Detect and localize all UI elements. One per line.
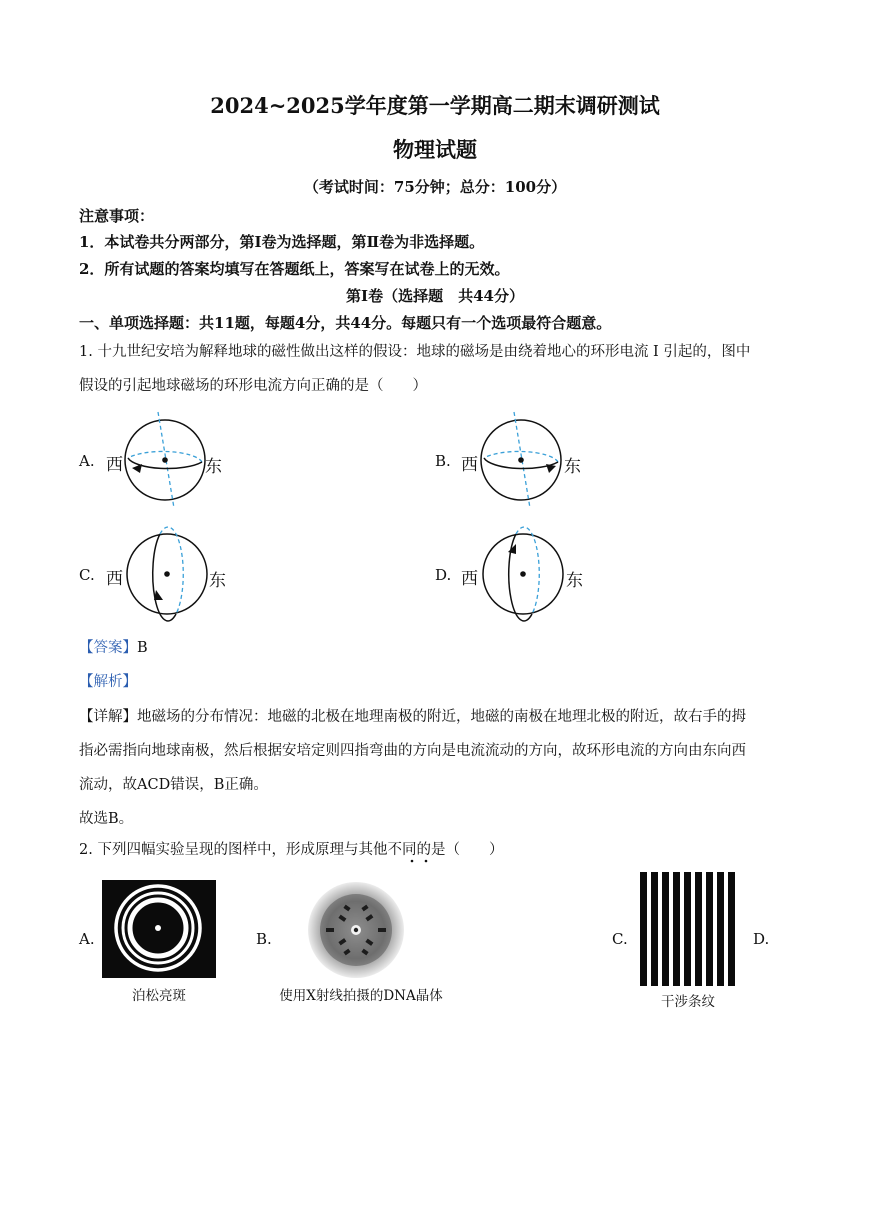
subject-title: 物理试题 [393,137,477,162]
notice-item-2: 2．所有试题的答案均填写在答题纸上，答案写在试卷上的无效。 [79,260,510,278]
q1-stem-line1: 1. 十九世纪安培为解释地球的磁性做出这样的假设：地球的磁场是由绕着地心的环形电流 I 引起的，图中 [79,344,751,360]
notice-item-1: 1．本试卷共分两部分，第Ⅰ卷为选择题，第Ⅱ卷为非选择题。 [79,233,485,251]
conclusion-line: 故选B。 [79,811,134,827]
q1-option-b-globe-diagram [476,410,566,510]
detail-line-2: 指必需指向地球南极，然后根据安培定则四指弯曲的方向是电流流动的方向，故环形电流的方向由东向西 [79,743,746,759]
q1-option-c-east: 东 [209,571,226,591]
detail-line-1 [79,707,746,727]
volume-heading: 第Ⅰ卷（选择题 共44分） [346,287,524,305]
q1-option-a-west: 西 [106,455,123,475]
q1-option-d-west: 西 [461,569,478,589]
q1-option-c-west: 西 [106,569,123,589]
section-instruction: 一、单项选择题：共11题，每题4分，共44分。每题只有一个选项最符合题意。 [79,314,612,332]
q1-option-a-globe-diagram [120,410,210,510]
q1-stem-line2: 假设的引起地球磁场的环形电流方向正确的是（ ） [79,378,427,394]
q2-stem: 2. 下列四幅实验呈现的图样中，形成原理与其他不同的是（ ） [79,842,504,858]
notice-heading: 注意事项： [79,207,155,225]
answer-value: B [137,640,148,656]
q1-option-c-globe-diagram [122,524,212,624]
q2-option-c-caption: 干涉条纹 [661,994,715,1010]
q1-option-b-west: 西 [461,455,478,475]
poisson-spot-image [102,880,216,978]
detail-text-1: 地磁场的分布情况：地磁的北极在地理南极的附近，地磁的南极在地理北极的附近，故右手的拇 [137,709,746,725]
dna-xray-image [306,880,406,980]
q1-option-b-letter: B. [435,452,451,470]
answer-tag: 【答案】 [79,640,137,656]
q2-option-a-caption: 泊松亮斑 [132,988,186,1004]
q2-option-a-letter: A. [79,930,95,948]
detail-tag: 【详解】 [79,709,137,725]
q1-option-c-letter: C. [79,566,95,584]
q1-option-b-east: 东 [564,457,581,477]
exam-title: 2024~2025学年度第一学期高二期末调研测试 [210,93,660,118]
interference-fringes-image [640,872,736,986]
q1-option-d-east: 东 [566,571,583,591]
q1-option-d-letter: D. [435,566,452,584]
q1-option-a-east: 东 [205,457,222,477]
q2-option-b-caption: 使用X射线拍摄的DNA晶体 [279,988,443,1004]
emphasis-dots [408,858,438,864]
q1-option-d-globe-diagram [478,524,568,624]
analysis-tag: 【解析】 [79,674,137,690]
q2-option-b-letter: B. [256,930,272,948]
q2-option-d-letter: D. [753,930,770,948]
detail-line-3: 流动，故ACD错误，B正确。 [79,777,268,793]
answer-line [79,638,148,658]
exam-info: （考试时间：75分钟；总分：100分） [303,178,567,196]
q2-option-c-letter: C. [612,930,628,948]
q1-option-a-letter: A. [79,452,95,470]
